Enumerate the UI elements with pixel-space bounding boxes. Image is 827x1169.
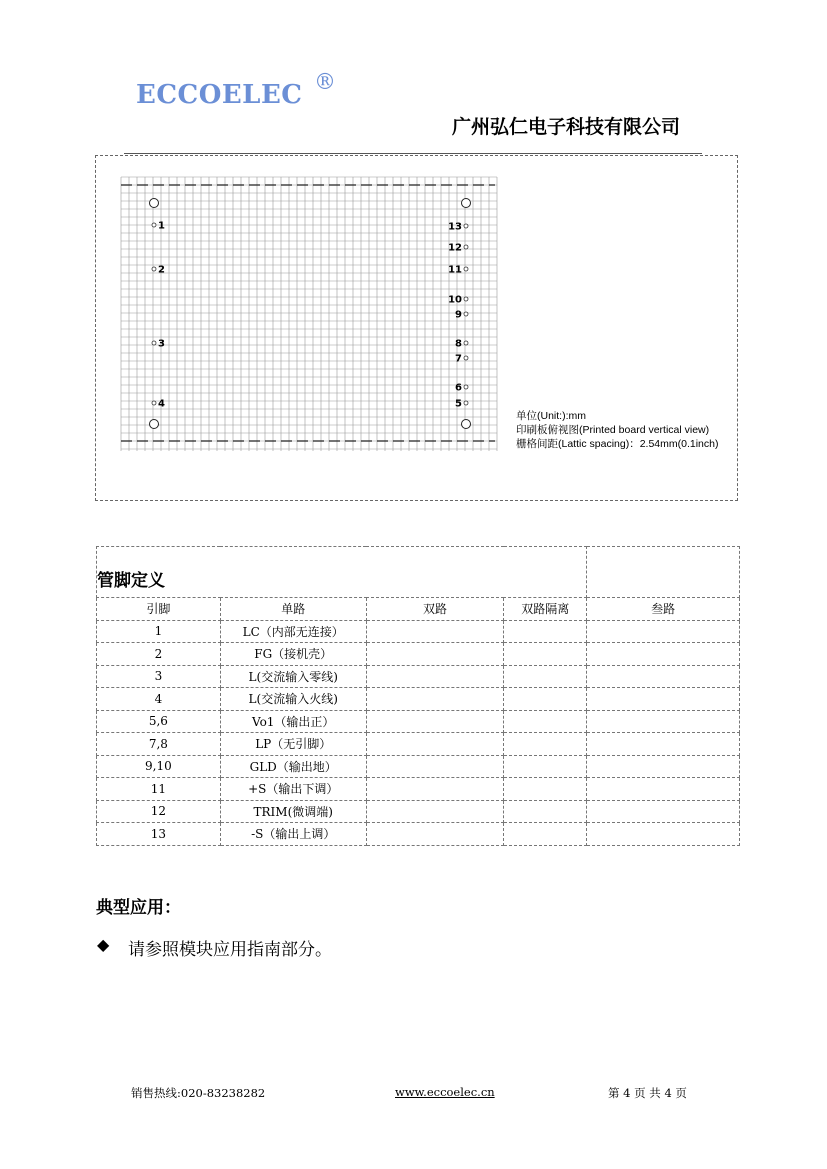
table-row: [97, 710, 740, 733]
pin-pad: [464, 267, 468, 271]
table-row: [97, 755, 740, 778]
pin-pad: [152, 401, 156, 405]
pin-label: 11: [448, 264, 462, 276]
table-cell: [587, 643, 740, 666]
table-cell: [587, 665, 740, 688]
pin-pad: [464, 245, 468, 249]
table-row: [97, 733, 740, 756]
table-cell: [587, 688, 740, 711]
table-cell: [366, 620, 504, 643]
grid-lines: [121, 177, 497, 451]
table-cell: +S（输出下调）: [220, 778, 366, 801]
table-cell: [504, 710, 587, 733]
table-title-row: [97, 547, 740, 598]
table-cell: [366, 778, 504, 801]
footer-page-number: 第 4 页 共 4 页: [608, 1086, 687, 1100]
table-row: [97, 665, 740, 688]
table-cell: Vo1（输出正）: [220, 710, 366, 733]
table-row: [97, 823, 740, 846]
pin-label: 8: [455, 338, 462, 350]
table-cell: [587, 800, 740, 823]
table-cell: [504, 800, 587, 823]
table-header-row: [97, 598, 740, 621]
pin-label: 13: [448, 221, 462, 233]
footer-hotline: 销售热线:020-83238282: [131, 1086, 266, 1100]
pin-pad: [152, 341, 156, 345]
pin-pad: [464, 385, 468, 389]
company-name: 广州弘仁电子科技有限公司: [452, 116, 681, 138]
pin-label: 10: [448, 294, 462, 306]
table-cell: [504, 665, 587, 688]
table-cell: -S（输出上调）: [220, 823, 366, 846]
table-cell: [587, 755, 740, 778]
pin-pad: [464, 341, 468, 345]
table-cell: 9,10: [97, 755, 221, 778]
pin-pad: [464, 224, 468, 228]
table-cell: [504, 733, 587, 756]
table-cell: 13: [97, 823, 221, 846]
table-cell: LP（无引脚）: [220, 733, 366, 756]
table-row: [97, 778, 740, 801]
pcb-note-spacing: 栅格间距(Lattic spacing)：2.54mm(0.1inch): [516, 438, 719, 450]
table-title-empty-cell: [587, 547, 740, 598]
table-cell: [587, 620, 740, 643]
table-cell: [504, 688, 587, 711]
table-cell: L(交流输入火线): [220, 688, 366, 711]
table-cell: [504, 620, 587, 643]
table-cell: L(交流输入零线): [220, 665, 366, 688]
header-single: 单路: [220, 598, 366, 621]
table-cell: [366, 755, 504, 778]
table-row: [97, 620, 740, 643]
pin-pad: [464, 312, 468, 316]
table-cell: 5,6: [97, 710, 221, 733]
header-pin: 引脚: [97, 598, 221, 621]
table-cell: [504, 778, 587, 801]
application-title: 典型应用：: [96, 898, 181, 918]
pin-label: 2: [158, 264, 165, 276]
pin-pad: [464, 356, 468, 360]
pcb-note-unit: 单位(Unit:):mm: [516, 410, 586, 422]
table-cell: [587, 733, 740, 756]
table-cell: LC（内部无连接）: [220, 620, 366, 643]
mount-hole-bottom-left: [150, 420, 159, 429]
table-cell: FG（接机壳）: [220, 643, 366, 666]
table-cell: [587, 823, 740, 846]
table-cell: 7,8: [97, 733, 221, 756]
mount-hole-top-right: [462, 199, 471, 208]
table-cell: [366, 823, 504, 846]
table-cell: [504, 823, 587, 846]
table-cell: [366, 710, 504, 733]
registered-mark: ®: [314, 70, 336, 95]
pin-pad: [152, 267, 156, 271]
pin-label: 6: [455, 382, 462, 394]
company-logo: ECCOELEC: [136, 80, 303, 110]
table-cell: 12: [97, 800, 221, 823]
table-cell: [504, 755, 587, 778]
table-cell: 4: [97, 688, 221, 711]
table-cell: [366, 665, 504, 688]
pin-label: 7: [455, 353, 462, 365]
table-row: [97, 688, 740, 711]
footer-website-link[interactable]: www.eccoelec.cn: [395, 1085, 495, 1099]
pin-label: 1: [158, 220, 165, 232]
table-row: [97, 800, 740, 823]
mount-hole-bottom-right: [462, 420, 471, 429]
table-cell: TRIM(微调端): [220, 800, 366, 823]
application-text: 请参照模块应用指南部分。: [128, 940, 332, 960]
table-cell: 2: [97, 643, 221, 666]
diamond-bullet-icon: ◆: [97, 935, 110, 954]
table-cell: [366, 643, 504, 666]
table-cell: [366, 733, 504, 756]
pin-label: 4: [158, 398, 165, 410]
table-row: [97, 643, 740, 666]
table-cell: [504, 643, 587, 666]
pin-pad: [464, 401, 468, 405]
pcb-layout-diagram: [115, 175, 505, 457]
header-divider: [124, 153, 702, 154]
table-title: 管脚定义: [97, 547, 587, 598]
table-cell: GLD（输出地）: [220, 755, 366, 778]
table-cell: 1: [97, 620, 221, 643]
pin-label: 5: [455, 398, 462, 410]
table-cell: [366, 688, 504, 711]
mount-hole-top-left: [150, 199, 159, 208]
header-dual: 双路: [366, 598, 504, 621]
pin-definition-table: [96, 546, 740, 846]
pin-pad: [152, 223, 156, 227]
pin-label: 9: [455, 309, 462, 321]
header-triple: 叁路: [587, 598, 740, 621]
table-cell: 3: [97, 665, 221, 688]
pin-label: 12: [448, 242, 462, 254]
table-cell: [587, 710, 740, 733]
header-dual-isolated: 双路隔离: [504, 598, 587, 621]
table-cell: [587, 778, 740, 801]
pcb-note-view: 印刷板俯视图(Printed board vertical view): [516, 424, 710, 436]
table-cell: 11: [97, 778, 221, 801]
pin-label: 3: [158, 338, 165, 350]
pin-pad: [464, 297, 468, 301]
table-cell: [366, 800, 504, 823]
